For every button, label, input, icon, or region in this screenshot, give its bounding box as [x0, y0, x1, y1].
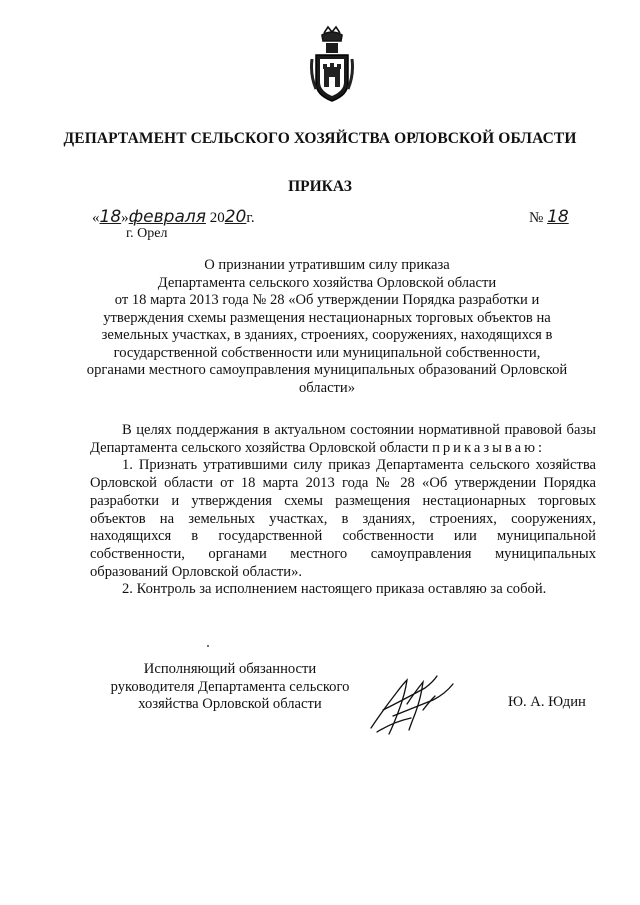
number-label: №: [529, 210, 544, 226]
coat-of-arms-emblem: [310, 25, 354, 103]
date-open-quote: «: [92, 210, 100, 226]
order-body: [90, 422, 596, 599]
date-year-label: г.: [246, 210, 255, 226]
subject-line: Департамента сельского хозяйства Орловской области: [157, 274, 497, 291]
scan-speck: [207, 645, 209, 647]
signatory-line: Исполняющий обязанности: [143, 661, 317, 677]
order-item-1: 1. Признать утратившими силу приказ Департамента сельского хозяйства Орловской области от 18 марта 2013 года № 28 «Об утверждении Порядка разработки и утверждения схемы размещения нестационарных торговых объектов на земельных участках, в зданиях, строениях, сооружениях, находящихся в государственной собственности или муниципальной собственности, органами местного самоуправления муниципальных образований Орловской области».: [90, 457, 596, 580]
preamble-paragraph: [90, 422, 596, 457]
order-subject: [78, 257, 576, 397]
signatory-position: [105, 661, 355, 714]
date-day: 18: [99, 207, 122, 227]
handwritten-signature: [363, 670, 463, 740]
department-title: ДЕПАРТАМЕНТ СЕЛЬСКОГО ХОЗЯЙСТВА ОРЛОВСКОЙ ОБЛАСТИ: [63, 130, 577, 147]
preamble-order-word: приказываю:: [432, 439, 546, 456]
preamble-text: В целях поддержания в актуальном состоянии нормативной правовой базы Департамента сельского хозяйства Орловской области: [90, 422, 596, 456]
subject-line: органами местного самоуправления муниципальных образований Орловской: [86, 362, 568, 378]
subject-line: от 18 марта 2013 года № 28 «Об утверждении Порядка разработки и: [114, 292, 540, 308]
subject-line: области»: [298, 379, 356, 396]
document-type: ПРИКАЗ: [288, 178, 352, 195]
date-year-suffix: 20: [224, 207, 247, 227]
signatory-line: хозяйства Орловской области: [138, 696, 322, 712]
date-month: февраля: [128, 207, 206, 227]
order-item-2: 2. Контроль за исполнением настоящего приказа оставляю за собой.: [122, 581, 547, 598]
number-value: 18: [547, 207, 569, 227]
issue-city: г. Орел: [126, 226, 168, 241]
date-close-quote: »: [121, 210, 129, 226]
signer-name: Ю. А. Юдин: [508, 694, 586, 710]
subject-line: утверждения схемы размещения нестационарных торговых объектов на: [103, 309, 551, 326]
subject-line: государственной собственности или муниципальной собственности,: [113, 344, 541, 361]
order-number: [529, 207, 569, 227]
date-year-prefix: 20: [209, 210, 225, 226]
subject-line: О признании утратившим силу приказа: [204, 257, 450, 273]
signatory-line: руководителя Департамента сельского: [110, 678, 350, 695]
order-date: [92, 207, 255, 227]
subject-line: земельных участках, в зданиях, строениях, сооружениях, находящихся в: [101, 327, 553, 343]
